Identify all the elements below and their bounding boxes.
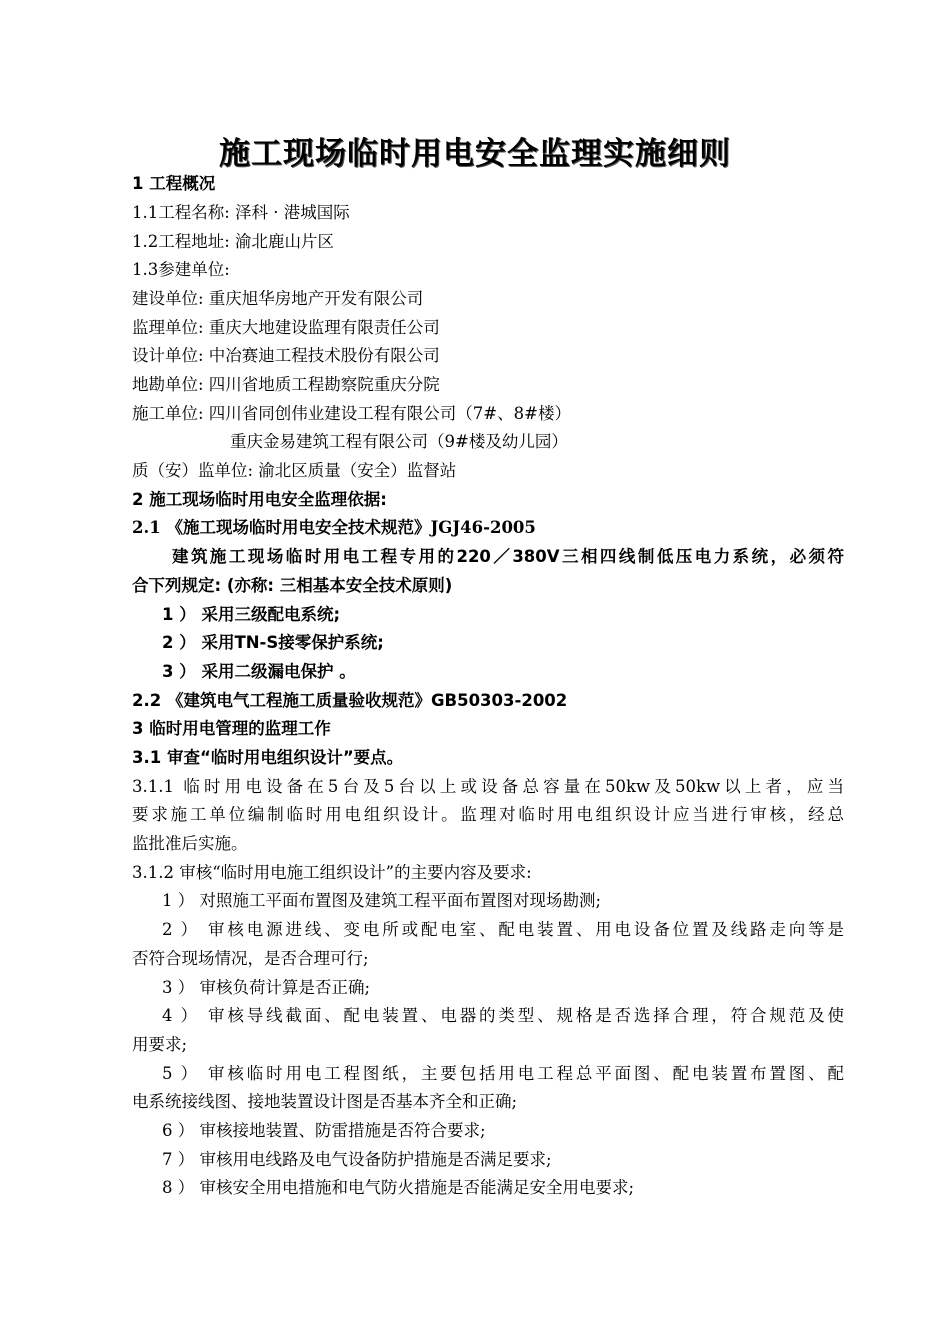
project-name: 1.1工程名称: 泽科 · 港城国际 xyxy=(132,203,350,222)
owner-unit: 建设单位: 重庆旭华房地产开发有限公司 xyxy=(132,289,424,308)
review-item-4-line-2: 用要求; xyxy=(132,1035,188,1054)
principle-item-1: 1 ） 采用三级配电系统; xyxy=(162,605,341,624)
quality-safety-unit: 质（安）监单位: 渝北区质量（安全）监督站 xyxy=(132,461,457,480)
review-item-2-line-2: 否符合现场情况，是否合理可行; xyxy=(132,949,369,968)
review-item-4-line-1: 4 ） 审核导线截面、配电装置、电器的类型、规格是否选择合理，符合规范及使 xyxy=(162,1006,844,1025)
review-item-5-line-2: 电系统接线图、接地装置设计图是否基本齐全和正确; xyxy=(132,1092,518,1111)
para-3-1-2-heading: 3.1.2 审核“临时用电施工组织设计”的主要内容及要求: xyxy=(132,863,532,882)
basis-2-2: 2.2 《建筑电气工程施工质量验收规范》GB50303-2002 xyxy=(132,691,568,710)
project-address: 1.2工程地址: 渝北鹿山片区 xyxy=(132,232,335,251)
para-3-1-1-line-2: 要求施工单位编制临时用电组织设计。监理对临时用电组织设计应当进行审核，经总 xyxy=(132,805,844,824)
para-3-1-1-line-1: 3.1.1 临时用电设备在5台及5台以上或设备总容量在50kw及50kw以上者，应当 xyxy=(132,777,844,796)
document-title: 施工现场临时用电安全监理实施细则 xyxy=(219,136,731,172)
review-item-2-line-1: 2 ） 审核电源进线、变电所或配电室、配电装置、用电设备位置及线路走向等是 xyxy=(162,920,844,939)
section-1-heading: 1 工程概况 xyxy=(132,174,216,193)
review-item-3: 3 ） 审核负荷计算是否正确; xyxy=(162,978,371,997)
basis-para-line-1: 建筑施工现场临时用电工程专用的220／380V三相四线制低压电力系统，必须符 xyxy=(172,547,844,566)
section-2-heading: 2 施工现场临时用电安全监理依据: xyxy=(132,490,387,509)
review-item-1: 1 ） 对照施工平面布置图及建筑工程平面布置图对现场勘测; xyxy=(162,891,602,910)
participants-label: 1.3参建单位: xyxy=(132,260,230,279)
section-3-1-heading: 3.1 审查“临时用电组织设计”要点。 xyxy=(132,748,404,767)
review-item-5-line-1: 5 ） 审核临时用电工程图纸，主要包括用电工程总平面图、配电装置布置图、配 xyxy=(162,1064,844,1083)
design-unit: 设计单位: 中冶赛迪工程技术股份有限公司 xyxy=(132,346,440,365)
basis-2-1: 2.1 《施工现场临时用电安全技术规范》JGJ46-2005 xyxy=(132,518,536,537)
review-item-8: 8 ） 审核安全用电措施和电气防火措施是否能满足安全用电要求; xyxy=(162,1178,635,1197)
review-item-7: 7 ） 审核用电线路及电气设备防护措施是否满足要求; xyxy=(162,1150,552,1169)
principle-item-2: 2 ） 采用TN-S接零保护系统; xyxy=(162,633,384,652)
basis-para-line-2: 合下列规定: (亦称: 三相基本安全技术原则) xyxy=(132,576,453,595)
construction-unit: 施工单位: 四川省同创伟业建设工程有限公司（7#、8#楼） xyxy=(132,404,571,423)
principle-item-3: 3 ） 采用二级漏电保护 。 xyxy=(162,662,356,681)
review-item-6: 6 ） 审核接地装置、防雷措施是否符合要求; xyxy=(162,1121,486,1140)
survey-unit: 地勘单位: 四川省地质工程勘察院重庆分院 xyxy=(132,375,440,394)
construction-unit-2: 重庆金易建筑工程有限公司（9#楼及幼儿园） xyxy=(230,432,568,451)
para-3-1-1-line-3: 监批准后实施。 xyxy=(132,834,248,853)
supervision-unit: 监理单位: 重庆大地建设监理有限责任公司 xyxy=(132,318,440,337)
section-3-heading: 3 临时用电管理的监理工作 xyxy=(132,719,331,738)
